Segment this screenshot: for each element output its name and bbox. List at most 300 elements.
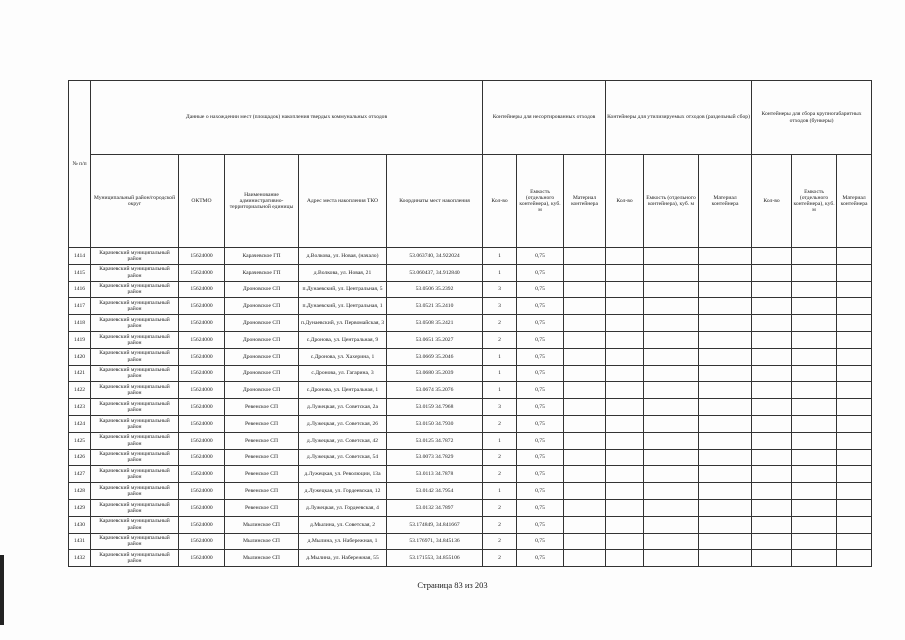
capacity-cell: 0,75 xyxy=(517,499,564,516)
oktmo-cell: 15624000 xyxy=(179,315,225,332)
qty-cell: 2 xyxy=(483,499,517,516)
empty-cell xyxy=(564,550,606,567)
empty-cell xyxy=(752,399,792,416)
oktmo-cell: 15624000 xyxy=(179,264,225,281)
empty-cell xyxy=(606,483,644,500)
empty-cell xyxy=(606,399,644,416)
col-qty1-header: Кол-во xyxy=(483,155,517,248)
capacity-cell: 0,75 xyxy=(517,449,564,466)
empty-cell xyxy=(792,382,837,399)
district-cell: Карачевский муниципальный район xyxy=(91,499,179,516)
empty-cell xyxy=(792,315,837,332)
admin-unit-cell: Дроновское СП xyxy=(225,348,299,365)
empty-cell xyxy=(644,449,699,466)
oktmo-cell: 15624000 xyxy=(179,298,225,315)
empty-cell xyxy=(564,533,606,550)
address-cell: д.Волкова, ул. Новая, 21 xyxy=(299,264,387,281)
row-number: 1429 xyxy=(69,499,91,516)
admin-unit-cell: Ревенское СП xyxy=(225,449,299,466)
empty-cell xyxy=(837,331,872,348)
coords-cell: 53.0132 34.7897 xyxy=(387,499,483,516)
address-cell: д.Волкова, ул. Новая, (начало) xyxy=(299,248,387,265)
district-cell: Карачевский муниципальный район xyxy=(91,281,179,298)
empty-cell xyxy=(792,533,837,550)
empty-cell xyxy=(606,415,644,432)
empty-cell xyxy=(792,331,837,348)
empty-cell xyxy=(644,466,699,483)
empty-cell xyxy=(752,365,792,382)
admin-unit-cell: Дроновское СП xyxy=(225,382,299,399)
empty-cell xyxy=(644,331,699,348)
row-number: 1431 xyxy=(69,533,91,550)
empty-cell xyxy=(564,483,606,500)
oktmo-cell: 15624000 xyxy=(179,466,225,483)
address-cell: с.Дронова, ул. Гагарина, 3 xyxy=(299,365,387,382)
empty-cell xyxy=(606,550,644,567)
empty-cell xyxy=(699,516,752,533)
empty-cell xyxy=(564,399,606,416)
admin-unit-cell: Дроновское СП xyxy=(225,298,299,315)
admin-unit-cell: Дроновское СП xyxy=(225,315,299,332)
admin-unit-cell: Ревенское СП xyxy=(225,432,299,449)
oktmo-cell: 15624000 xyxy=(179,331,225,348)
admin-unit-cell: Карачевское ГП xyxy=(225,264,299,281)
capacity-cell: 0,75 xyxy=(517,248,564,265)
col-qty3-header: Кол-во xyxy=(752,155,792,248)
empty-cell xyxy=(752,298,792,315)
empty-cell xyxy=(837,399,872,416)
empty-cell xyxy=(564,466,606,483)
empty-cell xyxy=(752,449,792,466)
empty-cell xyxy=(564,365,606,382)
empty-cell xyxy=(699,348,752,365)
oktmo-cell: 15624000 xyxy=(179,516,225,533)
empty-cell xyxy=(606,315,644,332)
capacity-cell: 0,75 xyxy=(517,264,564,281)
address-cell: п.Дунаевский, ул. Центральная, 5 xyxy=(299,281,387,298)
empty-cell xyxy=(752,533,792,550)
empty-cell xyxy=(752,432,792,449)
coords-cell: 53.063740, 34.922024 xyxy=(387,248,483,265)
empty-cell xyxy=(644,315,699,332)
qty-cell: 2 xyxy=(483,550,517,567)
empty-cell xyxy=(699,499,752,516)
col-cap1-header: Емкость (отдельного контейнера), куб. м xyxy=(517,155,564,248)
empty-cell xyxy=(837,264,872,281)
qty-cell: 2 xyxy=(483,415,517,432)
capacity-cell: 0,75 xyxy=(517,331,564,348)
binding-edge-mark xyxy=(0,555,4,625)
capacity-cell: 0,75 xyxy=(517,365,564,382)
empty-cell xyxy=(837,298,872,315)
empty-cell xyxy=(792,550,837,567)
table-row xyxy=(69,264,872,281)
table-row xyxy=(69,399,872,416)
address-cell: д.Лужецкая, ул. Советская, 54 xyxy=(299,449,387,466)
district-cell: Карачевский муниципальный район xyxy=(91,449,179,466)
admin-unit-cell: Ревенское СП xyxy=(225,466,299,483)
table-row xyxy=(69,315,872,332)
address-cell: д.Мылина, ул. Советская, 2 xyxy=(299,516,387,533)
col-mat3-header: Материал контейнера xyxy=(837,155,872,248)
empty-cell xyxy=(752,382,792,399)
empty-cell xyxy=(606,449,644,466)
admin-unit-cell: Ревенское СП xyxy=(225,399,299,416)
oktmo-cell: 15624000 xyxy=(179,365,225,382)
empty-cell xyxy=(699,483,752,500)
empty-cell xyxy=(644,432,699,449)
empty-cell xyxy=(792,365,837,382)
coords-cell: 53.0142 34.7954 xyxy=(387,483,483,500)
col-admin-unit-header: Наименование административно-территориальной единицы xyxy=(225,155,299,248)
empty-cell xyxy=(699,264,752,281)
page-footer: Страница 83 из 203 xyxy=(417,580,488,590)
capacity-cell: 0,75 xyxy=(517,550,564,567)
qty-cell: 1 xyxy=(483,432,517,449)
coords-cell: 53.0150 34.7930 xyxy=(387,415,483,432)
district-cell: Карачевский муниципальный район xyxy=(91,248,179,265)
row-number: 1432 xyxy=(69,550,91,567)
empty-cell xyxy=(699,466,752,483)
empty-cell xyxy=(837,382,872,399)
empty-cell xyxy=(837,449,872,466)
empty-cell xyxy=(564,298,606,315)
col-district-header: Муниципальный район/городской округ xyxy=(91,155,179,248)
qty-cell: 1 xyxy=(483,348,517,365)
empty-cell xyxy=(837,466,872,483)
capacity-cell: 0,75 xyxy=(517,483,564,500)
oktmo-cell: 15624000 xyxy=(179,550,225,567)
col-qty2-header: Кол-во xyxy=(606,155,644,248)
empty-cell xyxy=(837,415,872,432)
coords-cell: 53.0159 34.7968 xyxy=(387,399,483,416)
row-number: 1420 xyxy=(69,348,91,365)
capacity-cell: 0,75 xyxy=(517,348,564,365)
empty-cell xyxy=(752,415,792,432)
empty-cell xyxy=(644,264,699,281)
qty-cell: 3 xyxy=(483,281,517,298)
empty-cell xyxy=(644,348,699,365)
waste-sites-table xyxy=(68,80,872,567)
qty-cell: 3 xyxy=(483,298,517,315)
empty-cell xyxy=(792,298,837,315)
empty-cell xyxy=(837,315,872,332)
empty-cell xyxy=(699,432,752,449)
empty-cell xyxy=(752,281,792,298)
capacity-cell: 0,75 xyxy=(517,382,564,399)
table-row xyxy=(69,382,872,399)
group-recycle-header: Контейнеры для утилизируемых отходов (раздельный сбор) xyxy=(606,81,752,155)
empty-cell xyxy=(564,264,606,281)
empty-cell xyxy=(699,365,752,382)
col-number-header: № п/п xyxy=(69,81,91,248)
oktmo-cell: 15624000 xyxy=(179,449,225,466)
row-number: 1418 xyxy=(69,315,91,332)
district-cell: Карачевский муниципальный район xyxy=(91,264,179,281)
capacity-cell: 0,75 xyxy=(517,298,564,315)
empty-cell xyxy=(837,483,872,500)
table-row xyxy=(69,348,872,365)
empty-cell xyxy=(699,449,752,466)
coords-cell: 53.0521 35.2410 xyxy=(387,298,483,315)
coords-cell: 53.174849, 34.841667 xyxy=(387,516,483,533)
capacity-cell: 0,75 xyxy=(517,281,564,298)
empty-cell xyxy=(564,449,606,466)
empty-cell xyxy=(699,281,752,298)
admin-unit-cell: Мылинское СП xyxy=(225,516,299,533)
coords-cell: 53.0073 34.7829 xyxy=(387,449,483,466)
empty-cell xyxy=(644,550,699,567)
address-cell: п.Дунаевский, ул. Первомайская, 3 xyxy=(299,315,387,332)
empty-cell xyxy=(792,483,837,500)
empty-cell xyxy=(699,550,752,567)
row-number: 1424 xyxy=(69,415,91,432)
empty-cell xyxy=(564,315,606,332)
empty-cell xyxy=(699,298,752,315)
capacity-cell: 0,75 xyxy=(517,516,564,533)
empty-cell xyxy=(792,248,837,265)
oktmo-cell: 15624000 xyxy=(179,533,225,550)
col-address-header: Адрес места накопления ТКО xyxy=(299,155,387,248)
empty-cell xyxy=(606,264,644,281)
address-cell: д.Мылина, ул. Набережная, 55 xyxy=(299,550,387,567)
empty-cell xyxy=(752,483,792,500)
district-cell: Карачевский муниципальный район xyxy=(91,415,179,432)
empty-cell xyxy=(752,331,792,348)
coords-cell: 53.176971, 34.845136 xyxy=(387,533,483,550)
empty-cell xyxy=(699,533,752,550)
empty-cell xyxy=(644,483,699,500)
empty-cell xyxy=(837,550,872,567)
row-number: 1423 xyxy=(69,399,91,416)
district-cell: Карачевский муниципальный район xyxy=(91,315,179,332)
qty-cell: 1 xyxy=(483,264,517,281)
empty-cell xyxy=(837,432,872,449)
address-cell: д.Лужецкая, ул. Гордеевская, 4 xyxy=(299,499,387,516)
table-row xyxy=(69,499,872,516)
group-unsorted-header: Контейнеры для несортированных отходов xyxy=(483,81,606,155)
col-mat1-header: Материал контейнера xyxy=(564,155,606,248)
row-number: 1426 xyxy=(69,449,91,466)
capacity-cell: 0,75 xyxy=(517,432,564,449)
empty-cell xyxy=(792,516,837,533)
table-row xyxy=(69,449,872,466)
coords-cell: 53.0674 35.2076 xyxy=(387,382,483,399)
oktmo-cell: 15624000 xyxy=(179,483,225,500)
empty-cell xyxy=(699,399,752,416)
table-row xyxy=(69,248,872,265)
col-oktmo-header: ОКТМО xyxy=(179,155,225,248)
empty-cell xyxy=(644,399,699,416)
coords-cell: 53.0669 35.2046 xyxy=(387,348,483,365)
empty-cell xyxy=(644,281,699,298)
empty-cell xyxy=(837,348,872,365)
qty-cell: 2 xyxy=(483,533,517,550)
group-bulky-header: Контейнеры для сбора крупногабаритных отходов (бункеры) xyxy=(752,81,872,155)
col-cap3-header: Емкость (отдельного контейнера), куб. м xyxy=(792,155,837,248)
group-main-header: Данные о нахождении мест (площадок) накопления твердых коммунальных отходов xyxy=(91,81,483,155)
table-row xyxy=(69,466,872,483)
coords-cell: 53.0651 35.2027 xyxy=(387,331,483,348)
empty-cell xyxy=(564,415,606,432)
table-row xyxy=(69,483,872,500)
district-cell: Карачевский муниципальный район xyxy=(91,483,179,500)
empty-cell xyxy=(792,449,837,466)
empty-cell xyxy=(792,264,837,281)
coords-cell: 53.0125 34.7872 xyxy=(387,432,483,449)
row-number: 1422 xyxy=(69,382,91,399)
empty-cell xyxy=(564,348,606,365)
empty-cell xyxy=(699,382,752,399)
row-number: 1414 xyxy=(69,248,91,265)
admin-unit-cell: Дроновское СП xyxy=(225,331,299,348)
address-cell: д.Мылина, ул. Набережная, 1 xyxy=(299,533,387,550)
empty-cell xyxy=(644,382,699,399)
admin-unit-cell: Ревенское СП xyxy=(225,499,299,516)
district-cell: Карачевский муниципальный район xyxy=(91,533,179,550)
empty-cell xyxy=(606,499,644,516)
table-body xyxy=(69,248,872,567)
empty-cell xyxy=(752,466,792,483)
empty-cell xyxy=(792,399,837,416)
row-number: 1421 xyxy=(69,365,91,382)
empty-cell xyxy=(564,432,606,449)
oktmo-cell: 15624000 xyxy=(179,499,225,516)
empty-cell xyxy=(837,365,872,382)
oktmo-cell: 15624000 xyxy=(179,399,225,416)
row-number: 1417 xyxy=(69,298,91,315)
empty-cell xyxy=(644,248,699,265)
table-row xyxy=(69,432,872,449)
capacity-cell: 0,75 xyxy=(517,415,564,432)
oktmo-cell: 15624000 xyxy=(179,248,225,265)
district-cell: Карачевский муниципальный район xyxy=(91,466,179,483)
address-cell: д.Лужецкая, ул. Советская, 42 xyxy=(299,432,387,449)
empty-cell xyxy=(699,248,752,265)
empty-cell xyxy=(606,516,644,533)
district-cell: Карачевский муниципальный район xyxy=(91,348,179,365)
empty-cell xyxy=(606,365,644,382)
empty-cell xyxy=(792,348,837,365)
empty-cell xyxy=(699,415,752,432)
qty-cell: 2 xyxy=(483,449,517,466)
empty-cell xyxy=(606,248,644,265)
coords-cell: 53.171553, 34.855106 xyxy=(387,550,483,567)
qty-cell: 1 xyxy=(483,483,517,500)
qty-cell: 2 xyxy=(483,466,517,483)
capacity-cell: 0,75 xyxy=(517,533,564,550)
capacity-cell: 0,75 xyxy=(517,466,564,483)
table-row xyxy=(69,298,872,315)
empty-cell xyxy=(837,248,872,265)
coords-cell: 53.0680 35.2039 xyxy=(387,365,483,382)
row-number: 1425 xyxy=(69,432,91,449)
admin-unit-cell: Дроновское СП xyxy=(225,365,299,382)
qty-cell: 1 xyxy=(483,365,517,382)
empty-cell xyxy=(564,382,606,399)
row-number: 1415 xyxy=(69,264,91,281)
coords-cell: 53.0113 34.7878 xyxy=(387,466,483,483)
qty-cell: 2 xyxy=(483,331,517,348)
district-cell: Карачевский муниципальный район xyxy=(91,432,179,449)
admin-unit-cell: Ревенское СП xyxy=(225,415,299,432)
row-number: 1428 xyxy=(69,483,91,500)
oktmo-cell: 15624000 xyxy=(179,348,225,365)
qty-cell: 1 xyxy=(483,248,517,265)
address-cell: д.Лужецкая, ул. Гордеевская, 12 xyxy=(299,483,387,500)
district-cell: Карачевский муниципальный район xyxy=(91,516,179,533)
empty-cell xyxy=(837,533,872,550)
empty-cell xyxy=(699,315,752,332)
empty-cell xyxy=(752,264,792,281)
admin-unit-cell: Карачевское ГП xyxy=(225,248,299,265)
oktmo-cell: 15624000 xyxy=(179,382,225,399)
district-cell: Карачевский муниципальный район xyxy=(91,399,179,416)
capacity-cell: 0,75 xyxy=(517,315,564,332)
admin-unit-cell: Мылинское СП xyxy=(225,533,299,550)
empty-cell xyxy=(606,281,644,298)
empty-cell xyxy=(564,516,606,533)
row-number: 1427 xyxy=(69,466,91,483)
address-cell: с.Дронова, ул. Центральная, 9 xyxy=(299,331,387,348)
empty-cell xyxy=(606,533,644,550)
col-coords-header: Координаты мест накопления xyxy=(387,155,483,248)
empty-cell xyxy=(644,533,699,550)
address-cell: с.Дронова, ул. Центральная, 1 xyxy=(299,382,387,399)
empty-cell xyxy=(752,499,792,516)
coords-cell: 53.060437, 34.912840 xyxy=(387,264,483,281)
district-cell: Карачевский муниципальный район xyxy=(91,550,179,567)
coords-cell: 53.0508 35.2421 xyxy=(387,315,483,332)
oktmo-cell: 15624000 xyxy=(179,415,225,432)
admin-unit-cell: Ревенское СП xyxy=(225,483,299,500)
empty-cell xyxy=(792,499,837,516)
empty-cell xyxy=(606,298,644,315)
row-number: 1430 xyxy=(69,516,91,533)
qty-cell: 3 xyxy=(483,399,517,416)
empty-cell xyxy=(564,331,606,348)
empty-cell xyxy=(606,331,644,348)
capacity-cell: 0,75 xyxy=(517,399,564,416)
empty-cell xyxy=(644,415,699,432)
table-row xyxy=(69,415,872,432)
empty-cell xyxy=(752,516,792,533)
empty-cell xyxy=(752,348,792,365)
address-cell: с.Дронова, ул. Хахерина, 1 xyxy=(299,348,387,365)
address-cell: д.Лужецкая, ул. Советская, 26 xyxy=(299,415,387,432)
empty-cell xyxy=(752,550,792,567)
qty-cell: 2 xyxy=(483,315,517,332)
empty-cell xyxy=(792,281,837,298)
empty-cell xyxy=(606,466,644,483)
empty-cell xyxy=(644,499,699,516)
district-cell: Карачевский муниципальный район xyxy=(91,298,179,315)
admin-unit-cell: Мылинское СП xyxy=(225,550,299,567)
empty-cell xyxy=(564,499,606,516)
col-cap2-header: Емкость (отдельного контейнера), куб. м xyxy=(644,155,699,248)
table-row xyxy=(69,365,872,382)
empty-cell xyxy=(752,315,792,332)
header-row-columns xyxy=(69,155,872,248)
oktmo-cell: 15624000 xyxy=(179,432,225,449)
admin-unit-cell: Дроновское СП xyxy=(225,281,299,298)
empty-cell xyxy=(752,248,792,265)
qty-cell: 2 xyxy=(483,516,517,533)
col-mat2-header: Материал контейнера xyxy=(699,155,752,248)
qty-cell: 1 xyxy=(483,382,517,399)
header-row-groups xyxy=(69,81,872,155)
empty-cell xyxy=(837,516,872,533)
